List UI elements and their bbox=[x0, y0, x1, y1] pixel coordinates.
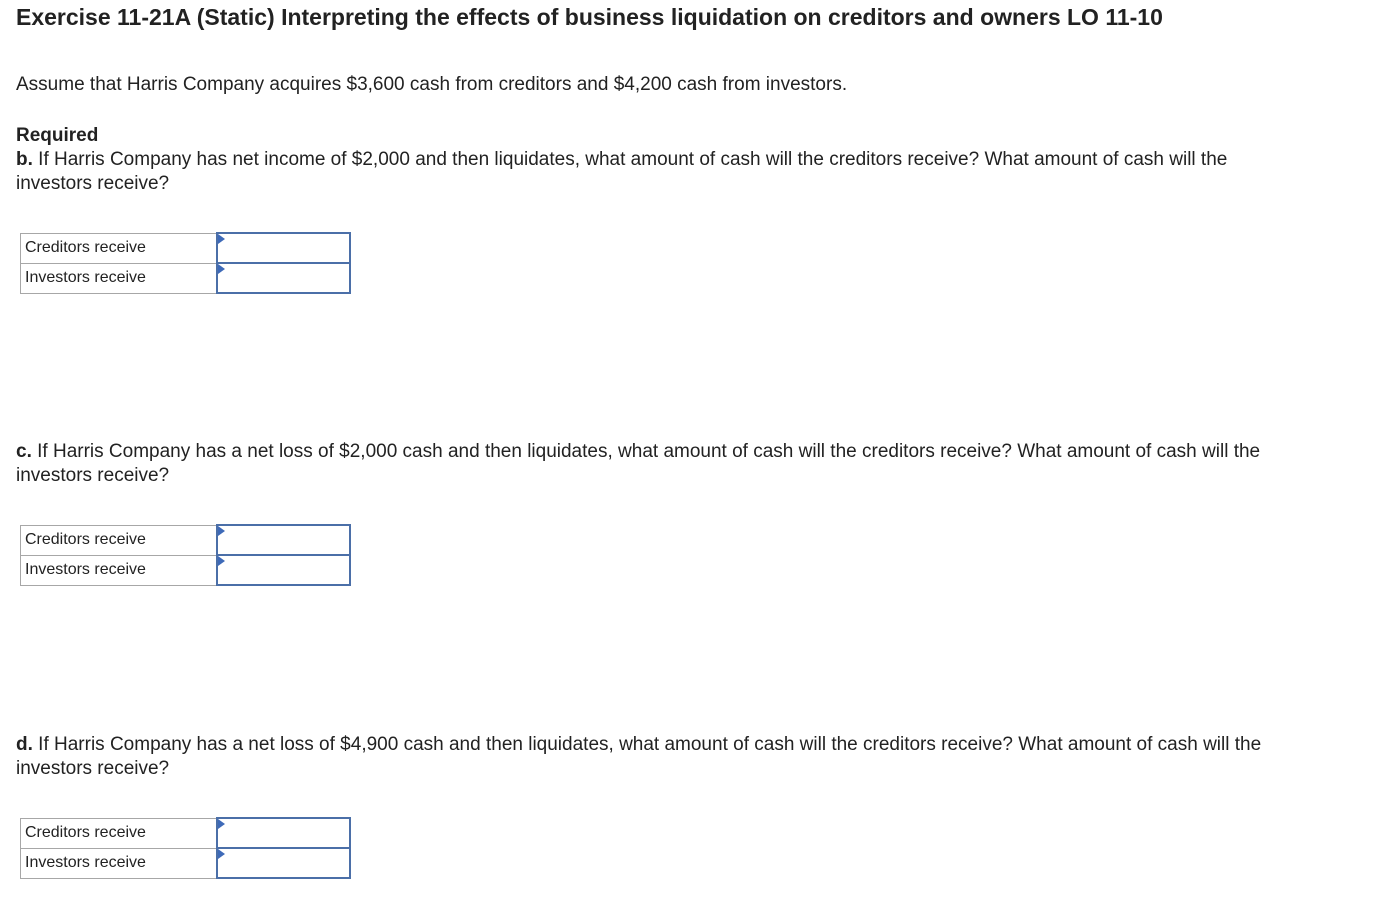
required-heading: Required bbox=[16, 125, 99, 146]
question-d bbox=[16, 733, 1306, 781]
creditors-receive-input-c[interactable] bbox=[218, 526, 349, 554]
investors-receive-input-c[interactable] bbox=[218, 556, 349, 584]
investors-receive-label: Investors receive bbox=[21, 848, 217, 878]
investors-receive-cell[interactable] bbox=[217, 848, 350, 878]
creditors-receive-label: Creditors receive bbox=[21, 818, 217, 848]
investors-receive-label: Investors receive bbox=[21, 555, 217, 585]
investors-receive-input-d[interactable] bbox=[218, 849, 349, 877]
creditors-receive-label: Creditors receive bbox=[21, 525, 217, 555]
question-c bbox=[16, 440, 1306, 488]
question-d-letter: d. bbox=[16, 734, 33, 755]
table-row bbox=[21, 233, 351, 263]
exercise-title: Exercise 11-21A (Static) Interpreting the effects of business liquidation on creditors and owners LO 11-10 bbox=[16, 4, 1163, 30]
table-row bbox=[21, 555, 351, 585]
creditors-receive-cell[interactable] bbox=[217, 525, 350, 555]
table-row bbox=[21, 848, 351, 878]
table-row bbox=[21, 263, 351, 293]
question-b bbox=[16, 148, 1306, 196]
creditors-receive-input-d[interactable] bbox=[218, 819, 349, 847]
intro-text: Assume that Harris Company acquires $3,600 cash from creditors and $4,200 cash from investors. bbox=[16, 74, 848, 95]
investors-receive-cell[interactable] bbox=[217, 555, 350, 585]
question-d-text: If Harris Company has a net loss of $4,900 cash and then liquidates, what amount of cash will the creditors receive? What amount of cash will the investors receive? bbox=[16, 734, 1262, 779]
question-b-text: If Harris Company has net income of $2,000 and then liquidates, what amount of cash will the creditors receive? What amount of cash will the investors receive? bbox=[16, 149, 1228, 194]
table-row bbox=[21, 525, 351, 555]
creditors-receive-cell[interactable] bbox=[217, 818, 350, 848]
question-c-letter: c. bbox=[16, 441, 32, 462]
investors-receive-input-b[interactable] bbox=[218, 264, 349, 292]
answer-table-b bbox=[20, 232, 351, 294]
question-c-text: If Harris Company has a net loss of $2,000 cash and then liquidates, what amount of cash will the creditors receive? What amount of cash will the investors receive? bbox=[16, 441, 1261, 486]
creditors-receive-input-b[interactable] bbox=[218, 234, 349, 262]
question-b-letter: b. bbox=[16, 149, 33, 170]
creditors-receive-cell[interactable] bbox=[217, 233, 350, 263]
answer-table-d bbox=[20, 817, 351, 879]
table-row bbox=[21, 818, 351, 848]
creditors-receive-label: Creditors receive bbox=[21, 233, 217, 263]
investors-receive-cell[interactable] bbox=[217, 263, 350, 293]
investors-receive-label: Investors receive bbox=[21, 263, 217, 293]
answer-table-c bbox=[20, 524, 351, 586]
